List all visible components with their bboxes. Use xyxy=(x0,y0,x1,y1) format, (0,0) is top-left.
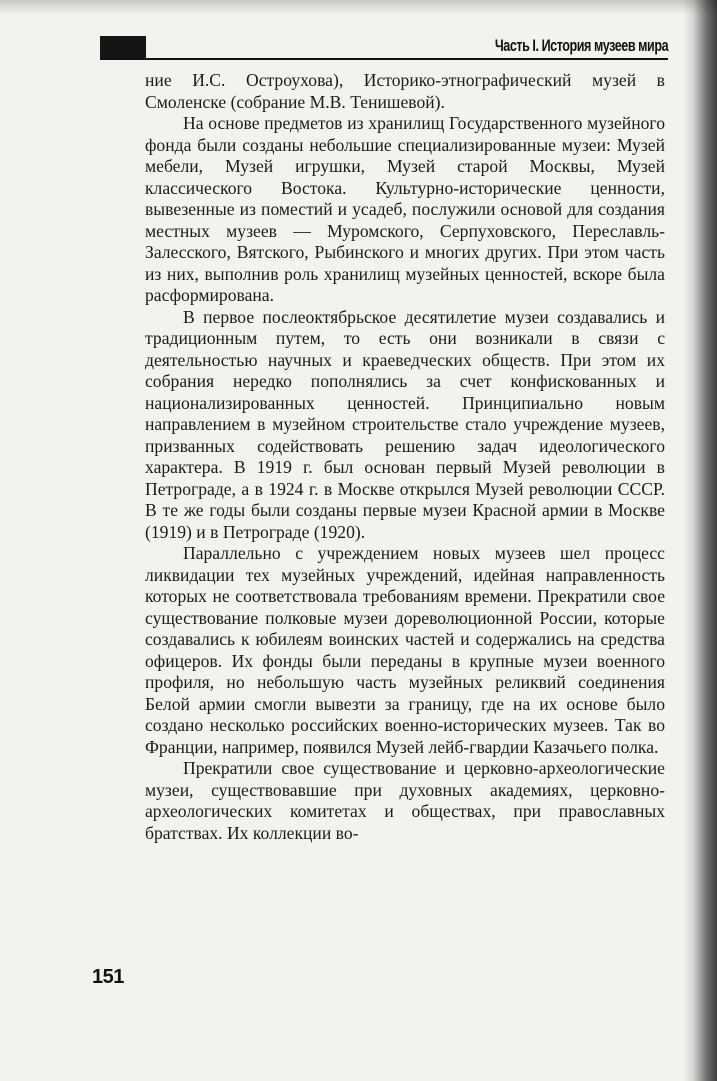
running-header xyxy=(100,34,668,60)
body-text xyxy=(145,70,665,844)
running-title: Часть I. История музеев мира xyxy=(494,36,668,55)
header-black-block xyxy=(100,36,146,58)
page-number: 151 xyxy=(92,966,124,988)
paragraph-1: ние И.С. Остроухова), Историко-этнографический музей в Смоленске (собрание М.В. Тенишевой). xyxy=(145,70,665,112)
scan-top-shadow xyxy=(0,0,717,14)
paragraph-2: На основе предметов из хранилищ Государственного музейного фонда были созданы небольшие специализированные музеи: Музей мебели, Музей игрушки, Музей старой Москвы, Музей классического Востока. Культурно-исторические ценности, вывезенные из поместий и усадеб, послужили основой для создания местных музеев — Муромского, Серпуховского, Переславль-Залесского, Вятского, Рыбинского и многих других. При этом часть из них, выполнив роль хранилищ музейных ценностей, вскоре была расформирована. xyxy=(145,113,665,305)
scan-binding-shadow xyxy=(683,0,717,1081)
paragraph-5: Прекратили свое существование и церковно-археологические музеи, существовавшие при духовных академиях, церковно-археологических комитетах и обществах, при православных братствах. Их коллекции во- xyxy=(145,758,665,843)
paragraph-3: В первое послеоктябрьское десятилетие музеи создавались и традиционным путем, то есть они возникали в связи с деятельностью научных и краеведческих обществ. При этом их собрания нередко пополнялись за счет конфискованных и национализированных ценностей. Принципиально новым направлением в музейном строительстве стало учреждение музеев, призванных содействовать решению задач идеологического характера. В 1919 г. был основан первый Музей революции в Петрограде, а в 1924 г. в Москве открылся Музей революции СССР. В те же годы были созданы первые музеи Красной армии в Москве (1919) и в Петрограде (1920). xyxy=(145,306,665,542)
paragraph-4: Параллельно с учреждением новых музеев шел процесс ликвидации тех музейных учреждений, идейная направленность которых не соответствовала требованиям времени. Прекратили свое существование полковые музеи дореволюционной России, которые создавались к юбилеям воинских частей и содержались на средства офицеров. Их фонды были переданы в крупные музеи военного профиля, но небольшую часть музейных реликвий соединения Белой армии смогли вывезти за границу, где на их основе было создано несколько российских военно-исторических музеев. Так во Франции, например, появился Музей лейб-гвардии Казачьего полка. xyxy=(145,543,665,757)
